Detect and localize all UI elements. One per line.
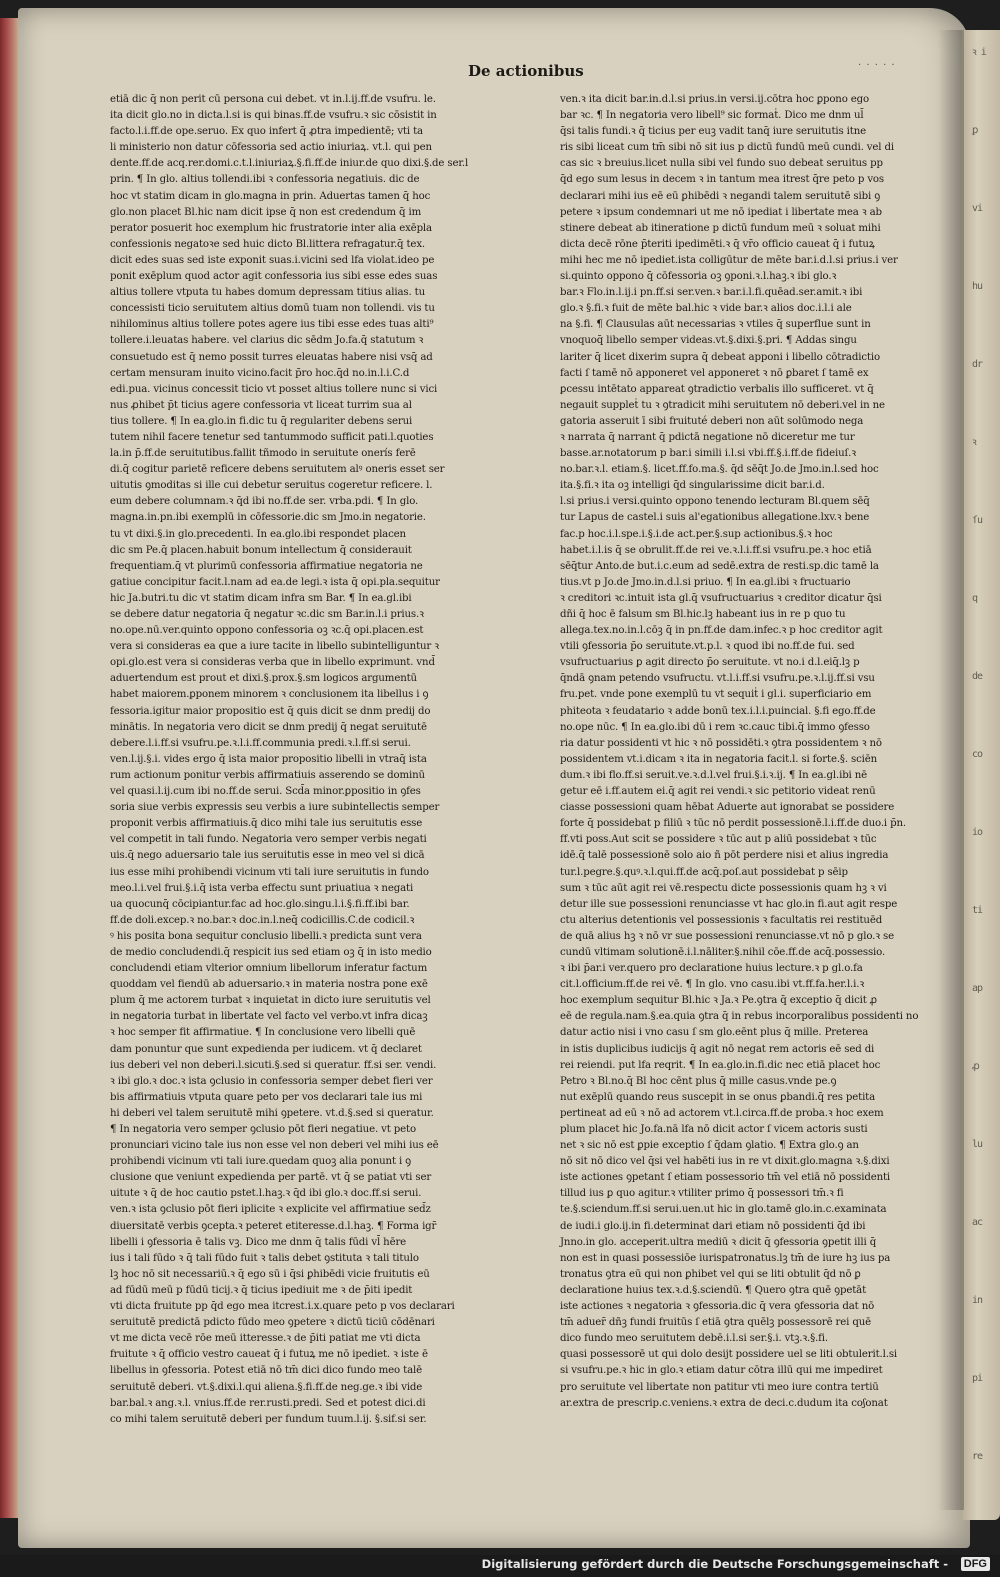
fragment-line: ꝛ [972,437,976,448]
text-line: ua quocunq̄ cōcipiantur.fac ad hoc.glo.singu.l.i.§.fi.ff.ibi bar. [110,898,410,910]
text-line: ris sibi liceat cum tm̄ sibi nō sit ius p dictū fundū meū cundi. vel di [560,142,894,154]
text-line: libelli i ꝯfessoria ē talis vꝫ. Dico me dnm q̄ talis fūdi vl̄ hēre [110,1236,407,1248]
text-line: forte q̄ possidebat p filiū ꝛ tūc nō perdit possessionē.l.i.ff.de duo.i p̄n. [560,818,906,830]
text-line: tius.vt p Jo.de Jmo.in.d.l.si priuo. ¶ In ea.gl.ibi ꝛ fructuario [560,576,851,588]
text-line: vera si consideras ea que a iure tacite in libello subintelliguntur ꝛ [110,641,439,653]
text-line: di.q̄ cogitur parietē reficere debens seruitutem alꝰ oneris esset ser [110,464,445,476]
text-line: frequentiam.q̄ vt plurimū confessoria affirmatiue negatoria ne [110,560,423,572]
text-line: ¶ In negatoria vero semper ꝯclusio pōt fieri negatiue. vt peto [110,1124,416,1135]
fragment-line: ti [972,905,983,916]
text-line: fessoria.igitur maior propositio est q̄ quis dicit se dnm predij do [110,705,431,717]
text-line: getur eē i.ff.autem ei.q̄ agit rei vendi.ꝛ sic petitorio videat renū [560,786,876,798]
fragment-line: pi [972,1373,983,1384]
gutter-shadow [938,30,964,1510]
fragment-line: ꝛ i [972,47,986,58]
text-line: plum placet hic Jo.fa.nā lfa nō dicit actor ſ vicem actoris susti [560,1124,868,1135]
text-line: meo.l.i.vel frui.§.i.q̄ ista verba effectu sunt priuatiua ꝛ negati [110,882,414,894]
text-line: nihilominus altius tollere potes agere ius tibi esse edes tuas alti⁹ [110,319,434,331]
text-line: fruitute ꝛ q̄ officio vestro caueat q̄ i futuꝝ me nō ipediet. ꝛ iste ē [110,1349,428,1361]
text-line: magna.in.pn.ibi exemplū in cōfessorie.dic sm Jmo.in negatorie. [110,512,426,524]
text-line: net ꝛ sic nō est ꝑpie exceptio ſ q̄dam ꝯlatio. ¶ Extra glo.ꝯ an [560,1140,859,1152]
text-line: libellus in ꝯfessoria. Potest etiā nō tm̄ dici dico fundo meo talē [110,1365,422,1377]
text-line: tur.l.pegre.§.quꝰ.ꝛ.l.qui.ff.de acq̄.poſ.aut possidebat p sēip [560,866,848,878]
text-line: q̄d ego sum lesus in decem ꝛ in tantum mea itrest q̄re peto p vos [560,174,884,186]
text-line: bar.ꝛ Flo.in.l.ij.i pn.ff.si ser.ven.ꝛ bar.i.l.fi.quēad.ser.amit.ꝛ ibi [560,287,863,299]
text-line: aduertendum est prout et dixi.§.prox.§.sm logicos argumentū [110,673,417,685]
fragment-line: in [972,1295,983,1306]
text-line: declaratione huius tex.ꝛ.d.§.sciendū. ¶ Quero ꝯtra quē ꝯpetāt [560,1284,867,1296]
text-line: bar ꝛc. ¶ In negatoria vero libell⁹ sic formaṫ. Dico me dnm ul̄ [560,110,864,122]
text-line: pertineat ad eū ꝛ nō ad actorem vt.l.circa.ff.de proba.ꝛ hoc exem [560,1107,884,1119]
text-line: possidentem vt.i.dicam ꝛ ita in negatoria facit.l. si forte.§. sciēn [560,753,878,765]
text-line: rei reiendi. put lfa reqrit. ¶ In ea.glo.in.fi.dic nec etiā placet hoc [560,1059,881,1071]
text-line: rum actionum ponitur verbis affirmatiuis asserendo se dominū [110,769,425,781]
text-line: cundū vltimam solutionē.i.l.nāliter.§.nihil cōe.ff.de acq̄.possessio. [560,946,886,958]
text-line: vel competit in tali fundo. Negatoria vero semper verbis negati [110,834,427,846]
text-line: glo.ꝛ §.fi.ꝛ fuit de mēte bal.hic ꝛ vide bar.ꝛ alios doc.i.l.i ale [560,303,852,315]
text-line: ff.vti poss.Aut scit se possidere ꝛ tūc aut p aliū possidebat ꝛ tūc [560,834,877,846]
text-line: vel quasi.l.ij.cum ibi no.ff.de serui. Scd̄a minor.ꝑpositio in ꝯfes [110,786,421,798]
fragment-line: ꝑ [972,125,978,136]
fragment-line: ac [972,1217,983,1228]
text-line: quasi possessorē ut qui dolo desijt possidere uel se liti obtulerit.l.si [560,1349,898,1361]
text-line: basse.ar.notatorum p bar.i simili i.l.si vbi.ff.§.i.ff.de fideiuſ.ꝛ [560,448,856,460]
text-line: idē.q̄ talē possessionē solo aio ñ pōt perdere nisi et alius ingredia [560,850,889,862]
text-line: de iudi.i glo.ij.in fi.determinat dari etiam nō possidenti q̄d ibi [560,1220,866,1232]
text-line: ar.extra de prescrip.c.veniens.ꝛ extra de deci.c.dudum ita coʃonat [560,1397,888,1409]
text-line: vt me dicta vecē rōe meū itteresse.ꝛ de p̄iti patiat me vti dicta [110,1333,421,1345]
text-line: dente.ff.de acq.rer.domi.c.t.l.iniuriaꝝ.§.fi.ff.de iniur.de quo dixi.§.de ser.l [110,158,469,170]
fragment-line: de [972,671,983,682]
text-line: stinere debeat ab itineratione p dictū fundum meū ꝛ soluat mihi [560,222,881,234]
text-line: in negatoria turbat in libertate vel facto vel verbo.vt infra dicaꝫ [110,1011,428,1023]
text-line: tollere.i.leuatas habere. vel clarius dic sēdm Jo.fa.q̄ statutum ꝛ [110,335,424,347]
text-line: ven.ꝛ ista ꝯclusio pōt fieri iplicite ꝛ explicite vel affirmatiue sed̄z [110,1204,431,1216]
text-line: opi.glo.est vera si consideras verba que in libello exprimunt. vnd̄ [110,657,435,669]
text-line: hic Ja.butri.tu dic vt statim dicam infra sm Bar. ¶ In ea.gl.ibi [110,592,412,604]
text-line: ꝰ his posita bona sequitur conclusio libelli.ꝛ predicta sunt vera [110,930,422,942]
text-line: la.in p̄.ff.de seruitutibus.fallit tñmodo in seruitute onerís ferē [110,448,416,460]
text-line: tronatus ꝯtra eū qui non ꝑhibet vel qui se liti obtulit q̄d nō ꝑ [560,1268,861,1280]
text-line: tu vt dixi.§.in glo.precedenti. In ea.glo.ibi respondet placen [110,528,406,540]
fragment-line: ſu [972,515,983,526]
text-line: pronunciari vicino tale ius non esse vel non deberi vel mihi ius eē [110,1140,439,1152]
text-line: habet maiorem.ꝑponem minorem ꝛ conclusionem ita libellus i ꝯ [110,689,429,701]
text-line: eē de regula.nam.§.ea.quia ꝯtra q̄ in rebus incorporalibus possidenti no [560,1011,919,1023]
text-column-right [560,92,940,1409]
text-line: q̄si talis fundi.ꝛ q̄ ticius per euꝫ vadit tanq̄ iure seruitutis itne [560,126,867,138]
text-line: detur ille sue possessioni renunciasse vt hac glo.in fi.aut agit respe [560,898,898,910]
text-line: non est in quasi possessiōe iurispatronatus.lꝫ tm̄ de iure hꝫ ius pa [560,1252,891,1264]
text-line: uitutis ꝯmoditas si ille cui debetur seruitus cogeretur reficere. l. [110,480,433,492]
text-line: ꝛ creditori ꝛc.intuit ista gl.q̄ vsufructuarius ꝛ creditor dicatur q̄si [560,592,882,604]
text-line: ꝛ narrata q̄ narrant q̄ pdictā negatione nō diceretur me tur [560,431,855,443]
text-line: ius esse mihi prohibendi vicinum vti tali iure seruitutis in fundo [110,866,429,878]
next-page-text-fragments [972,44,996,1526]
text-line: de medio concludendi.q̄ respicit ius sed etiam oꝫ q̄ in isto medio [110,946,432,958]
text-line: tutem nihil facere tenetur sed tantummodo sufficit pati.l.quoties [110,431,434,443]
text-line: ff.de doli.excep.ꝛ no.bar.ꝛ doc.in.l.neq̄ codicillis.C.de codicil.ꝛ [110,914,415,926]
text-line: bis affirmatiuis vtputa quare peto per vos declarari tale ius mi [110,1091,423,1103]
text-line: ꝛ hoc semper fit affirmatiue. ¶ In conclusione vero libelli quē [110,1027,416,1039]
text-line: prohibendi vicinum vti tali iure.quedam quoꝫ alia ponunt i ꝯ [110,1156,412,1168]
text-line: petere ꝛ ipsum condemnari ut me nō ipediat i libertate mea ꝛ ab [560,206,882,218]
text-line: dicta decē rōne p̄teriti ipedimēti.ꝛ q̄ vr̄o officio caueat q̄ i futuꝝ [560,238,875,250]
text-line: habet.i.l.is q̄ se obrulit.ff.de rei ve.ꝛ.l.i.ff.si vsufru.pe.ꝛ hoc etiā [560,544,872,556]
text-line: ius i tali fūdo ꝛ q̄ tali fūdo fuit ꝛ talis debet ꝯstituta ꝛ tali titulo [110,1252,419,1264]
text-line: no.ope nūc. ¶ In ea.glo.ibi dū i rem ꝛc.cauc tibi.q̄ immo ꝯfesso [560,721,870,733]
text-line: seruitutē predictā pdicto fūdo meo ꝯpetere ꝛ dictū ticiū cōdēnari [110,1317,435,1329]
text-line: hoc vt statim dicam in glo.magna in prin. Aduertas tamen q̄ hoc [110,190,431,202]
text-line: dam ponuntur que sunt expedienda per iudicem. vt q̄ declaret [110,1043,422,1055]
text-line: datur actio nisi i vno casu ſ sm glo.eēnt plus q̄ mille. Preterea [560,1027,869,1039]
text-line: mihi hec me nō ipediet.ista colligūtur de mēte bar.i.d.l.si prius.i ver [560,254,898,266]
text-line: l.si prius.i versi.quinto oppono tenendo lecturam Bl.quem sēq̄ [560,496,870,508]
text-line: nut exēplū quando reus suscepit in se onus ꝑbandi.q̄ res petita [560,1091,876,1103]
text-line: fac.p hoc.i.l.spe.i.§.i.de act.per.§.sup actionibus.§.ꝛ hoc [560,528,833,540]
text-line: dñi q̄ hoc ē falsum sm Bl.hic.lꝫ habeant ius in re p quo tu [560,609,846,620]
text-line: gatoria asseruit ī sibi fruituté deberi non aūt solūmodo nega [560,415,864,427]
text-line: eum debere columnam.ꝛ q̄d ibi no.ff.de ser. vrba.pdi. ¶ In glo. [110,496,419,508]
text-line: ria datur possidenti vt hic ꝛ nō possidēti.ꝛ ꝯtra possidentem ꝛ nō [560,737,882,749]
text-line: dic sm Pe.q̄ placen.habuit bonum intellectum q̄ considerauit [110,544,412,556]
text-line: edi.pua. vicinus concessit ticio vt posset altius tollere nunc si vici [110,383,438,395]
next-page-edge [962,30,1000,1520]
text-line: lariter q̄ licet dixerim supra q̄ debeat apponi i libello cōtradictio [560,351,880,363]
text-line: consuetudo est q̄ nemo possit turres eleuatas habere nisi vsq̄ ad [110,351,433,363]
text-line: hoc exemplum sequitur Bl.hic ꝛ Ja.ꝛ Pe.ꝯtra q̄ exceptio q̄ dicit ꝓ [560,995,877,1007]
text-line: phiteota ꝛ feudatario ꝛ adde bonū tex.i.l.i.puincial. §.fi ego.ff.de [560,705,876,717]
text-line: cas sic ꝛ breuius.licet nulla sibi vel fundo suo debeat seruitus pp [560,158,883,170]
fragment-line: q [972,593,978,604]
text-line: de quā alius hꝫ ꝛ nō vr sue possessioni renunciasse.vt nō p glo.ꝛ se [560,930,894,942]
text-line: glo.non placet Bl.hic nam dicit ipse q̄ non est credendum q̄ im [110,206,422,218]
footer-credit: Digitalisierung gefördert durch die Deutsche Forschungsgemeinschaft - [481,1557,948,1571]
text-line: facti ſ tamē nō apponeret vel apponeret ꝛ nō ꝑbaret ſ tamē ex [560,367,869,379]
text-line: ponit exēplum quod actor agit confessoria ius sibi esse edes suas [110,271,438,283]
text-line: si.quinto oppono q̄ cōfessoria oꝫ ꝯponi.ꝛ.l.haꝫ.ꝛ ibi glo.ꝛ [560,271,837,283]
text-line: vtili ꝯfessoria p̄o seruitute.vt.p.l. ꝛ quod ibi no.ff.de fui. sed [560,641,855,653]
text-line: vti dicta fruitute pp q̄d ego mea itcrest.i.x.quare peto p vos declarari [110,1301,455,1313]
text-line: fru.pet. vnde pone exemplū tu vt sequiṫ i gl.i. superficiario em [560,689,872,701]
fragment-line: lu [972,1139,983,1150]
text-line: tur Lapus de castel.i suis al'egationibus allegatione.lxv.ꝛ bene [560,512,870,524]
text-line: quoddam vel fiendū ab aduersario.ꝛ in materia nostra pone exē [110,979,428,991]
text-line: vnoquoq̄ libello semper videas.vt.§.dixi.§.pri. ¶ Addas singu [560,335,857,347]
text-line: dico fundo meo seruitutem debē.i.l.si ser.§.i. vtꝫ.ꝛ.§.fi. [560,1333,828,1345]
text-line: vsufructuarius ꝑ agit directo p̄o seruitute. vt no.i d.l.eiq̄.lꝫ p [560,657,860,669]
text-line: soria siue verbis expressis seu verbis a iure subintellectis semper [110,802,440,814]
text-line: co mihi talem seruitutē deberi per fundum tuum.l.ij. §.sif.si ser. [110,1413,427,1425]
fragment-line: ap [972,983,983,994]
text-line: uitute ꝛ q̄ de hoc cautio pstet.l.haꝫ.ꝛ q̄d ibi glo.ꝛ doc.ff.si serui. [110,1188,422,1200]
text-line: Jnno.in glo. acceperit.ultra mediū ꝛ dicit q̄ ꝯfessoria ꝯpetit illi q̄ [560,1236,877,1248]
text-line: debere.l.i.ff.si vsufru.pe.ꝛ.l.i.ff.communia predi.ꝛ.l.ff.si serui. [110,737,411,749]
text-line: ius deberi vel non deberi.l.sicuti.§.sed si queratur. ff.si ser. vendi. [110,1059,437,1071]
text-line: no.bar.ꝛ.l. etiam.§. licet.ff.fo.ma.§. q̄d sēq̄t Jo.de Jmo.in.l.sed hoc [560,464,879,476]
text-line: se debere datur negatoria q̄ negatur ꝛc.dic sm Bar.in.l.i prius.ꝛ [110,609,424,620]
fragment-line: vi [972,203,983,214]
text-line: bar.bal.ꝛ ang.ꝛ.l. vnius.ff.de rer.rusti.predi. Sed et potest dici.di [110,1397,426,1409]
text-line: prin. ¶ In glo. altius tollendi.ibi ꝛ confessoria negatiuis. dic de [110,174,420,186]
text-line: no.ope.nū.ver.quinto oppono confessoria oꝫ ꝛc.q̄ opi.placen.est [110,625,424,637]
text-line: minātis. In negatoria vero dicit se dnm predij q̄ negat seruitutē [110,721,427,733]
text-line: hi deberi vel talem seruitutē mihi ꝯpetere. vt.d.§.sed si queratur. [110,1107,434,1119]
text-line: iste actiones ꝛ negatoria ꝛ ꝯfessoria.dic q̄ vera ꝯfessoria dat nō [560,1301,875,1313]
text-line: na §.fi. ¶ Clausulas aūt necessarias ꝛ vtiles q̄ superflue sunt in [560,319,871,331]
text-line: pro seruitute vel libertate non patitur vti meo iure contra tertiū [560,1381,879,1393]
text-line: ad fūdū meū p fūdū ticij.ꝛ q̄ ticius ipediuit me ꝛ de p̄iti ipedit [110,1284,413,1296]
text-line: facto.l.i.ff.de ope.seruo. Ex quo infert q̄ ꝓtra impedientē; vti ta [110,126,423,138]
text-line: tm̄ aduer̄ dñꝫ fundi fruitūs ſ etiā ꝯtra quēlꝫ possessorē rei quē [560,1317,871,1329]
text-line: ꝛ ibi p̄ar.i ver.quero pro declaratione huius lecture.ꝛ p gl.o.fa [560,963,863,975]
left-page-edges [0,18,18,1518]
text-line: certam mensuram inuito vicino.facit p̄ro hoc.q̄d no.in.l.i.C.d [110,367,410,379]
fragment-line: co [972,749,983,760]
text-line: ven.l.ij.§.i. vides ergo q̄ ista maior propositio libelli in vtraq̄ ista [110,753,427,765]
text-line: proponit verbis affirmatiuis.q̄ dico mihi tale ius seruitutis esse [110,818,423,830]
text-line: dum.ꝛ ibi flo.ff.si seruit.ve.ꝛ.d.l.vel frui.§.i.ꝛ.ij. ¶ In ea.gl.ibi nē [560,769,868,781]
text-line: ven.ꝛ ita dicit bar.in.d.l.si prius.in versi.ij.cōtra hoc ꝑpono ego [560,94,870,105]
text-line: te.§.sciendum.ff.si serui.uen.ut hic in glo.tamē glo.in.c.examinata [560,1204,887,1216]
text-line: sum ꝛ tūc aūt agit rei vē.respectu dicte possessionis quam hꝫ ꝛ vi [560,882,887,894]
text-line: etiā dic q̄ non perit cū persona cui debet. vt in.l.ij.ff.de vsufru. le. [110,94,436,105]
text-line: ꝛ ibi glo.ꝛ doc.ꝛ ista ꝯclusio in confessoria semper debet fieri ver [110,1075,433,1087]
text-line: plum q̄ me actorem turbat ꝛ inquietat in dicto iure seruitutis vel [110,995,431,1007]
running-head: De actionibus [468,62,584,80]
text-line: tius tollere. ¶ In ea.glo.in fi.dic tu q̄ regulariter debens serui [110,415,413,427]
text-line: in istis duplicibus iudicijs q̄ agit nō negat rem actoris eē sed di [560,1043,875,1055]
text-line: sēq̄tur Anto.de but.i.c.eum ad sedē.extra de resti.sp.dic tamē la [560,560,879,572]
fragment-line: ꝓ [972,1061,979,1072]
text-column-left [110,92,482,1425]
text-line: nus ꝓhibet p̄t ticius agere confessoria vt liceat turrim sua al [110,399,412,411]
text-line: iste actiones ꝯpetant ſ etiam possessorio tm̄ vel etiā nō possidenti [560,1172,891,1184]
text-line: clusione que veniunt expedienda per partē. vt q̄ se patiat vti ser [110,1172,432,1184]
text-line: allega.tex.no.in.l.cōꝫ q̄ in pn.ff.de dam.infec.ꝛ p hoc creditor agit [560,625,883,637]
text-line: altius tollere vtputa tu habes domum depressam titius alias. tu [110,287,425,299]
text-line: seruitutē deberi. vt.§.dixi.l.qui aliena.§.fi.ff.de neg.ge.ꝛ ibi vide [110,1381,423,1393]
text-line: Petro ꝛ Bl.no.q̄ Bl hoc cēnt plus q̄ mille casus.vnde pe.ꝯ [560,1075,837,1087]
text-line: li ministerio non datur cōfessoria sed actio iniuriaꝝ. vt.l. qui pen [110,142,432,154]
fragment-line: re [972,1451,983,1462]
text-line: q̄ndā ꝯnam petendo vsufructu. vt.l.i.ff.si vsufru.pe.ꝛ.l.ij.ff.si vsu [560,673,875,685]
text-line: ita.§.fi.ꝛ ita oꝫ intelligi q̄d singularissime dicit bar.i.d. [560,480,825,492]
text-line: ꝑcessu intētato appareat ꝯtradictio verbalis illo sufficeret. vt q̄ [560,383,874,395]
fragment-line: hu [972,281,983,292]
text-line: perator posuerit hoc exemplum hic frustratorie inter alia exēpla [110,222,432,234]
text-line: negauit suppleṫ tu ꝛ ꝯtradicit mihi seruitutem nō deberi.vel in ne [560,399,885,411]
text-line: si vsufru.pe.ꝛ hic in glo.ꝛ etiam datur cōtra illū qui me impediret [560,1365,883,1377]
text-line: cit.l.officium.ff.de rei vē. ¶ In glo. vno casu.ibi vt.ff.fa.her.l.i.ꝛ [560,979,865,991]
text-line: confessionis negatoꝛe sed huic dicto Bl.littera refragatur.q̄ tex. [110,238,425,250]
text-line: ciasse possessioni quam hēbat Aduerte aut ignorabat se possidere [560,802,895,814]
fragment-line: dr [972,359,983,370]
fragment-line: io [972,827,983,838]
text-line: gatiue concipitur facit.l.nam ad ea.de legi.ꝛ ista q̄ opi.pla.sequitur [110,576,440,588]
text-line: ita dicit glo.no in dicta.l.si is qui binas.ff.de vsufru.ꝛ sic cōsistit in [110,110,437,122]
text-line: dicit edes suas sed iste exponit suas.i.vicini sed lfa violat.ideo pe [110,254,435,266]
text-line: concessisti ticio seruitutem altius domū tuam non tollendi. vis tu [110,303,435,315]
text-line: concludendi etiam vlterior omnium libellorum inferatur factum [110,963,428,975]
text-line: nō sit nō dico vel q̄si vel habēti ius in re vt dixit.glo.magna ꝛ.§.dixi [560,1156,890,1168]
text-line: ctu alterius detentionis vel possessionis ꝛ facultatis rei restituēd [560,914,883,926]
text-line: lꝫ hoc nō sit necessariū.ꝛ q̄ ego sū i q̄si ꝑhibēdi vicie fruitutis eū [110,1268,430,1280]
text-line: declarari mihi ius eē eū ꝑhibēdi ꝛ negandi talem seruitutē sibi ꝯ [560,190,881,202]
text-line: uis.q̄ nego aduersario tale ius seruitutis esse in meo vel si dicā [110,850,425,862]
dfg-logo: DFG [961,1557,990,1571]
text-line: diuersitatē verbis ꝯcepta.ꝛ peteret etiteresse.d.l.haꝫ. ¶ Forma igr̄ [110,1220,437,1232]
folio-mark: · · · · · [858,60,896,71]
text-line: tillud ius ꝑ quo agitur.ꝛ vtiliter primo q̄ possessori tm̄.ꝛ fi [560,1188,844,1200]
